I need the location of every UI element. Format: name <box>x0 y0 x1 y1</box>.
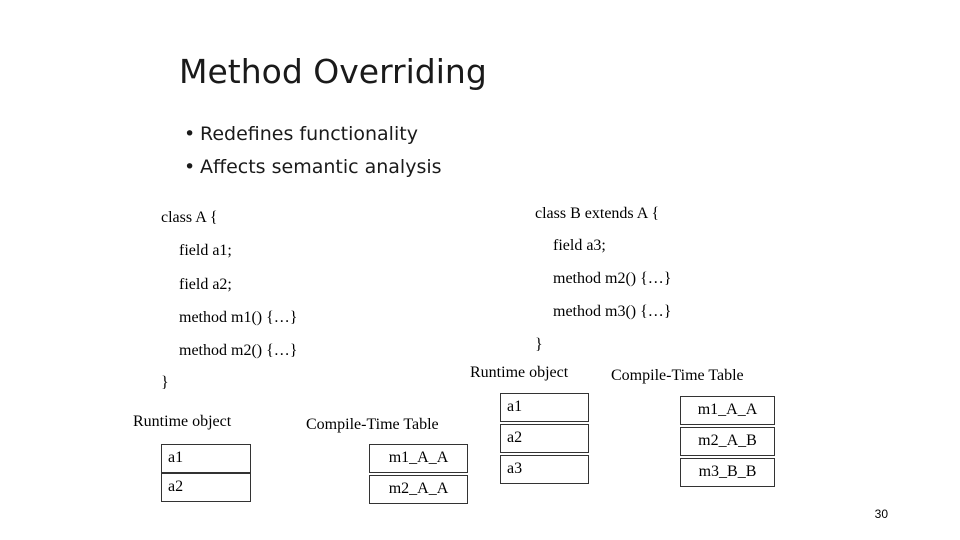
a-runtime-label: Runtime object <box>133 413 232 430</box>
class-a-header: class A { <box>161 209 218 226</box>
b-compile-cell: m3_B_B <box>680 458 775 487</box>
class-a-line: field a1; <box>179 242 232 259</box>
class-a-close: } <box>161 374 169 391</box>
b-runtime-label: Runtime object <box>470 364 569 381</box>
class-a-line: field a2; <box>179 276 232 293</box>
slide-title: Method Overriding <box>179 52 487 91</box>
b-compile-cell: m1_A_A <box>680 396 775 425</box>
b-runtime-cell: a3 <box>500 455 589 484</box>
bullet-list <box>184 120 442 186</box>
class-b-line: method m2() {…} <box>553 270 672 287</box>
a-compile-label: Compile-Time Table <box>306 416 439 433</box>
b-compile-label: Compile-Time Table <box>611 367 744 384</box>
class-b-header: class B extends A { <box>535 205 660 222</box>
class-b-line: method m3() {…} <box>553 303 672 320</box>
a-compile-cell: m1_A_A <box>369 444 468 473</box>
b-runtime-cell: a2 <box>500 424 589 453</box>
b-runtime-cell: a1 <box>500 393 589 422</box>
class-b-line: field a3; <box>553 237 606 254</box>
b-compile-cell: m2_A_B <box>680 427 775 456</box>
class-a-line: method m1() {…} <box>179 309 298 326</box>
a-runtime-cell: a2 <box>161 473 251 502</box>
a-compile-cell: m2_A_A <box>369 475 468 504</box>
a-runtime-cell: a1 <box>161 444 251 473</box>
bullet-item: • Redefines functionality <box>184 120 442 153</box>
class-a-line: method m2() {…} <box>179 342 298 359</box>
page-number: 30 <box>874 507 888 521</box>
bullet-item: • Affects semantic analysis <box>184 153 442 186</box>
class-b-close: } <box>535 336 543 353</box>
